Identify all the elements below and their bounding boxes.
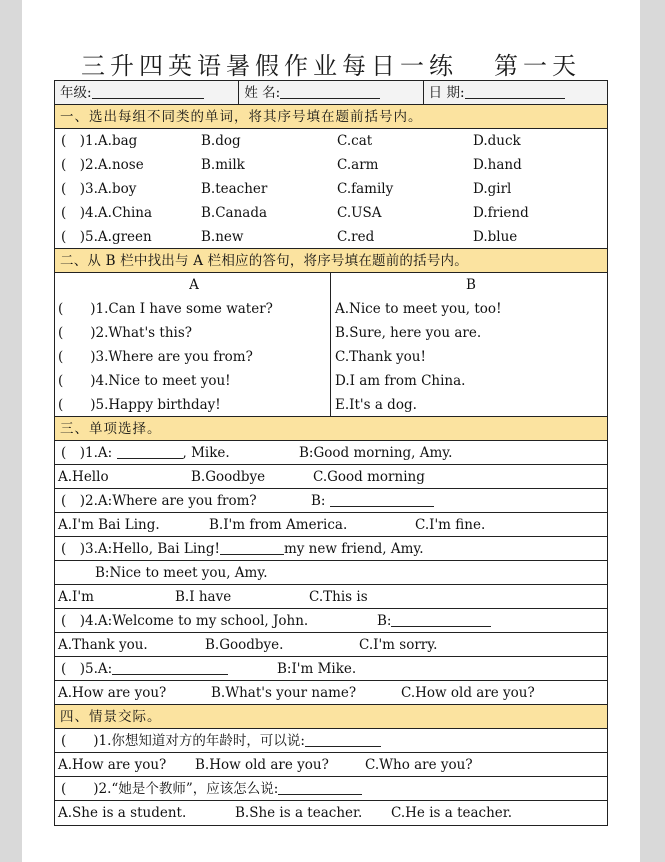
s4-q1-a: A.How are you? — [58, 757, 167, 773]
s2-a5: ( )5.Happy birthday! — [55, 393, 331, 416]
s4-q2 — [55, 777, 607, 801]
s3-q3-a: A.I'm — [58, 589, 94, 605]
s3-q4-response: B: — [377, 613, 392, 629]
s3-q4 — [55, 609, 607, 633]
s1-q2: ( )2.A.nose — [61, 157, 144, 173]
s4-q1-options — [55, 753, 607, 777]
s2-a1: ( )1.Can I have some water? — [55, 297, 331, 321]
s1-q4-c: C.USA — [337, 205, 382, 221]
s4-q2-c: C.He is a teacher. — [391, 805, 513, 821]
s3-q3-post: my new friend, Amy. — [283, 541, 424, 557]
s3-q3-blank[interactable] — [220, 540, 284, 555]
date-field[interactable] — [465, 84, 565, 99]
s1-q1: ( )1.A.bag — [61, 133, 138, 149]
s3-q4-blank[interactable] — [391, 612, 491, 627]
page-title — [22, 46, 640, 81]
s2-row-1 — [55, 297, 607, 321]
s3-q2-c: C.I'm fine. — [415, 517, 486, 533]
section-3-header: 三、单项选择。 — [55, 417, 607, 441]
s1-item-4 — [55, 201, 607, 225]
s1-q4: ( )4.A.China — [61, 205, 153, 221]
s1-q1-b: B.dog — [201, 133, 241, 149]
s2-b2: B.Sure, here you are. — [335, 325, 482, 341]
s2-column-headers — [55, 273, 607, 297]
s3-q5-a: A.How are you? — [58, 685, 167, 701]
s3-q2-blank[interactable] — [330, 492, 434, 507]
s2-b4: D.I am from China. — [335, 373, 466, 389]
s3-q5-blank[interactable] — [112, 660, 228, 675]
s3-q1 — [55, 441, 607, 465]
s3-q1-mid: , Mike. — [182, 445, 230, 461]
s1-item-2 — [55, 153, 607, 177]
s1-q5: ( )5.A.green — [61, 229, 152, 245]
grade-cell — [55, 81, 239, 104]
s1-item-3 — [55, 177, 607, 201]
s3-q4-b: B.Goodbye. — [205, 637, 284, 653]
section-4-header: 四、情景交际。 — [55, 705, 607, 729]
s1-q5-c: C.red — [337, 229, 375, 245]
s2-col-b: B — [466, 277, 476, 293]
s2-row-4 — [55, 369, 607, 393]
s2-row-3 — [55, 345, 607, 369]
section-1-header: 一、选出每组不同类的单词，将其序号填在题前括号内。 — [55, 105, 607, 129]
s2-b1: A.Nice to meet you, too! — [335, 301, 502, 317]
s2-b3: C.Thank you! — [335, 349, 426, 365]
name-cell — [239, 81, 423, 104]
s1-q3-b: B.teacher — [201, 181, 268, 197]
info-row — [55, 81, 607, 105]
s4-q2-prompt: ( )2.“她是个教师”，应该怎么说: — [61, 781, 279, 797]
s3-q4-a: A.Thank you. — [58, 637, 148, 653]
s1-q2-d: D.hand — [473, 157, 522, 173]
s4-q2-blank[interactable] — [278, 780, 362, 795]
s3-q2 — [55, 489, 607, 513]
s3-q3-options — [55, 585, 607, 609]
s3-q1-b: B.Goodbye — [191, 469, 266, 485]
s1-item-5 — [55, 225, 607, 249]
s1-q5-d: D.blue — [473, 229, 518, 245]
s3-q1-prompt: ( )1.A: — [61, 445, 117, 461]
worksheet-table — [54, 80, 608, 826]
s4-q1-prompt: ( )1.你想知道对方的年龄时，可以说: — [61, 733, 305, 749]
s1-q3: ( )3.A.boy — [61, 181, 137, 197]
s3-q5-response: B:I'm Mike. — [277, 661, 357, 677]
s3-q1-a: A.Hello — [58, 469, 109, 485]
s1-q3-d: D.girl — [473, 181, 512, 197]
s4-q1-c: C.Who are you? — [365, 757, 473, 773]
title-main: 三升四英语暑假作业每日一练 — [81, 52, 458, 80]
s1-q5-b: B.new — [201, 229, 244, 245]
s3-q3-b: B.I have — [175, 589, 232, 605]
s2-a2: ( )2.What's this? — [55, 321, 331, 345]
s3-q5-options — [55, 681, 607, 705]
date-label: 日 期: — [428, 85, 465, 101]
section-2-header: 二、从 B 栏中找出与 A 栏相应的答句，将序号填在题前的括号内。 — [55, 249, 607, 273]
s1-q1-c: C.cat — [337, 133, 373, 149]
s3-q5 — [55, 657, 607, 681]
s3-q2-prompt: ( )2.A:Where are you from? — [61, 493, 257, 509]
s1-q4-b: B.Canada — [201, 205, 268, 221]
title-day: 第一天 — [494, 52, 581, 80]
name-label: 姓 名: — [244, 85, 281, 101]
s3-q3-c: C.This is — [309, 589, 368, 605]
s3-q1-c: C.Good morning — [313, 469, 425, 485]
s3-q4-options — [55, 633, 607, 657]
s1-q3-c: C.family — [337, 181, 394, 197]
s3-q3-prompt: ( )3.A:Hello, Bai Ling! — [61, 541, 220, 557]
s3-q2-options — [55, 513, 607, 537]
s3-q4-prompt: ( )4.A:Welcome to my school, John. — [61, 613, 309, 629]
date-cell — [424, 81, 607, 104]
s4-q1-b: B.How old are you? — [195, 757, 329, 773]
grade-field[interactable] — [92, 84, 204, 99]
s4-q2-b: B.She is a teacher. — [235, 805, 363, 821]
s3-q1-options — [55, 465, 607, 489]
s3-q5-b: B.What's your name? — [211, 685, 357, 701]
s4-q2-options — [55, 801, 607, 825]
s2-b5: E.It's a dog. — [335, 397, 417, 413]
s1-q2-c: C.arm — [337, 157, 379, 173]
s3-q4-c: C.I'm sorry. — [359, 637, 438, 653]
s4-q1 — [55, 729, 607, 753]
s4-q2-a: A.She is a student. — [58, 805, 187, 821]
s1-item-1 — [55, 129, 607, 153]
s3-q2-b: B.I'm from America. — [209, 517, 348, 533]
s1-q2-b: B.milk — [201, 157, 245, 173]
worksheet-paper — [22, 0, 640, 862]
s3-q5-prompt: ( )5.A: — [61, 661, 113, 677]
s2-row-5 — [55, 393, 607, 417]
s3-q1-blank[interactable] — [117, 444, 183, 459]
s3-q3-response: B:Nice to meet you, Amy. — [55, 561, 607, 585]
s1-q1-d: D.duck — [473, 133, 521, 149]
s2-col-a: A — [55, 273, 331, 297]
name-field[interactable] — [280, 84, 380, 99]
s3-q3 — [55, 537, 607, 561]
s2-a3: ( )3.Where are you from? — [55, 345, 331, 369]
grade-label: 年级: — [60, 85, 92, 101]
s2-row-2 — [55, 321, 607, 345]
s1-q4-d: D.friend — [473, 205, 529, 221]
s3-q1-response: B:Good morning, Amy. — [299, 445, 453, 461]
s2-a4: ( )4.Nice to meet you! — [55, 369, 331, 393]
s4-q1-blank[interactable] — [305, 732, 381, 747]
s3-q2-a: A.I'm Bai Ling. — [58, 517, 160, 533]
s3-q5-c: C.How old are you? — [401, 685, 535, 701]
s3-q2-response: B: — [311, 493, 330, 509]
